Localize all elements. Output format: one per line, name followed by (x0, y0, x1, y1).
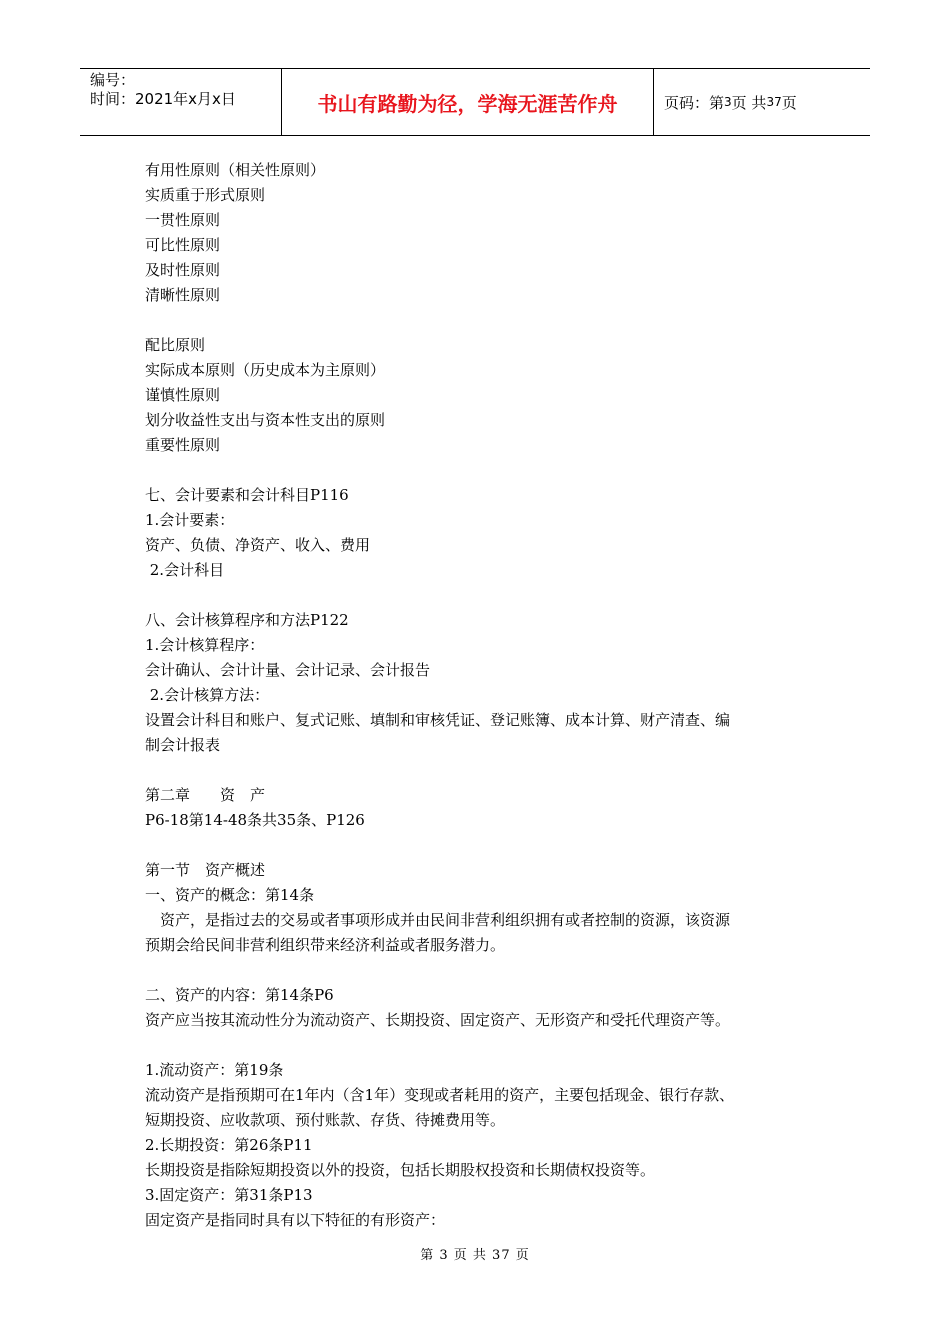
header-page-info (654, 69, 870, 135)
section-heading: 七、会计要素和会计科目P116 (145, 486, 349, 504)
text-line: 资产、负债、净资产、收入、费用 (145, 536, 371, 554)
text-line: 预期会给民间非营利组织带来经济利益或者服务潜力。 (145, 936, 506, 954)
text-line: 1.会计要素： (145, 511, 235, 529)
text-line: 制会计报表 (145, 736, 221, 754)
page-prefix: 页码：第 (664, 93, 725, 112)
text-line: 2.会计科目 (145, 561, 225, 579)
text-line: 一贯性原则 (145, 211, 221, 229)
page-total: 37 (766, 95, 782, 109)
text-line: 可比性原则 (145, 236, 221, 254)
blank-line (145, 758, 825, 783)
text-line: 资产应当按其流动性分为流动资产、长期投资、固定资产、无形资产和受托代理资产等。 (145, 1011, 731, 1029)
text-line: 实质重于形式原则 (145, 186, 266, 204)
page-suffix: 页 (781, 93, 797, 112)
text-line: 实际成本原则（历史成本为主原则） (145, 361, 386, 379)
document-number-label: 编号： (90, 71, 136, 89)
text-line: 设置会计科目和账户、复式记账、填制和审核凭证、登记账簿、成本计算、财产清查、编 (145, 711, 731, 729)
page-footer: 第 3 页 共 37 页 (420, 1248, 530, 1263)
text-line: 及时性原则 (145, 261, 221, 279)
text-line: 重要性原则 (145, 436, 221, 454)
chapter-heading: 第二章 资 产 (145, 786, 266, 804)
document-body (145, 158, 825, 1233)
section-heading: 八、会计核算程序和方法P122 (145, 611, 349, 629)
header-meta (80, 69, 282, 135)
section-heading: 第一节 资产概述 (145, 861, 266, 879)
text-line: 清晰性原则 (145, 286, 221, 304)
text-line: 3.固定资产：第31条P13 (145, 1186, 313, 1204)
blank-line (145, 308, 825, 333)
text-line: 二、资产的内容：第14条P6 (145, 986, 334, 1004)
text-line: 1.会计核算程序： (145, 636, 265, 654)
text-line: 划分收益性支出与资本性支出的原则 (145, 411, 386, 429)
blank-line (145, 958, 825, 983)
text-line: 流动资产是指预期可在1年内（含1年）变现或者耗用的资产，主要包括现金、银行存款、 (145, 1086, 735, 1104)
text-line: P6-18第14-48条共35条、P126 (145, 811, 365, 829)
text-line: 一、资产的概念：第14条 (145, 886, 315, 904)
header-motto: 书山有路勤为径，学海无涯苦作舟 (282, 69, 654, 135)
text-line: 有用性原则（相关性原则） (145, 161, 326, 179)
text-line: 谨慎性原则 (145, 386, 221, 404)
page-header (80, 68, 870, 136)
text-line: 固定资产是指同时具有以下特征的有形资产： (145, 1211, 446, 1229)
page-number: 3 (724, 95, 732, 109)
blank-line (145, 1033, 825, 1058)
blank-line (145, 583, 825, 608)
page-mid: 页 共 (731, 93, 767, 112)
text-line: 会计确认、会计计量、会计记录、会计报告 (145, 661, 431, 679)
text-line: 短期投资、应收款项、预付账款、存货、待摊费用等。 (145, 1111, 506, 1129)
blank-line (145, 833, 825, 858)
text-line: 1.流动资产：第19条 (145, 1061, 284, 1079)
text-line: 资产，是指过去的交易或者事项形成并由民间非营利组织拥有或者控制的资源，该资源 (145, 911, 731, 929)
text-line: 2.长期投资：第26条P11 (145, 1136, 313, 1154)
text-line: 长期投资是指除短期投资以外的投资，包括长期股权投资和长期债权投资等。 (145, 1161, 656, 1179)
text-line: 2.会计核算方法： (145, 686, 270, 704)
document-time: 时间：2021年x月x日 (90, 90, 236, 108)
text-line: 配比原则 (145, 336, 206, 354)
blank-line (145, 458, 825, 483)
